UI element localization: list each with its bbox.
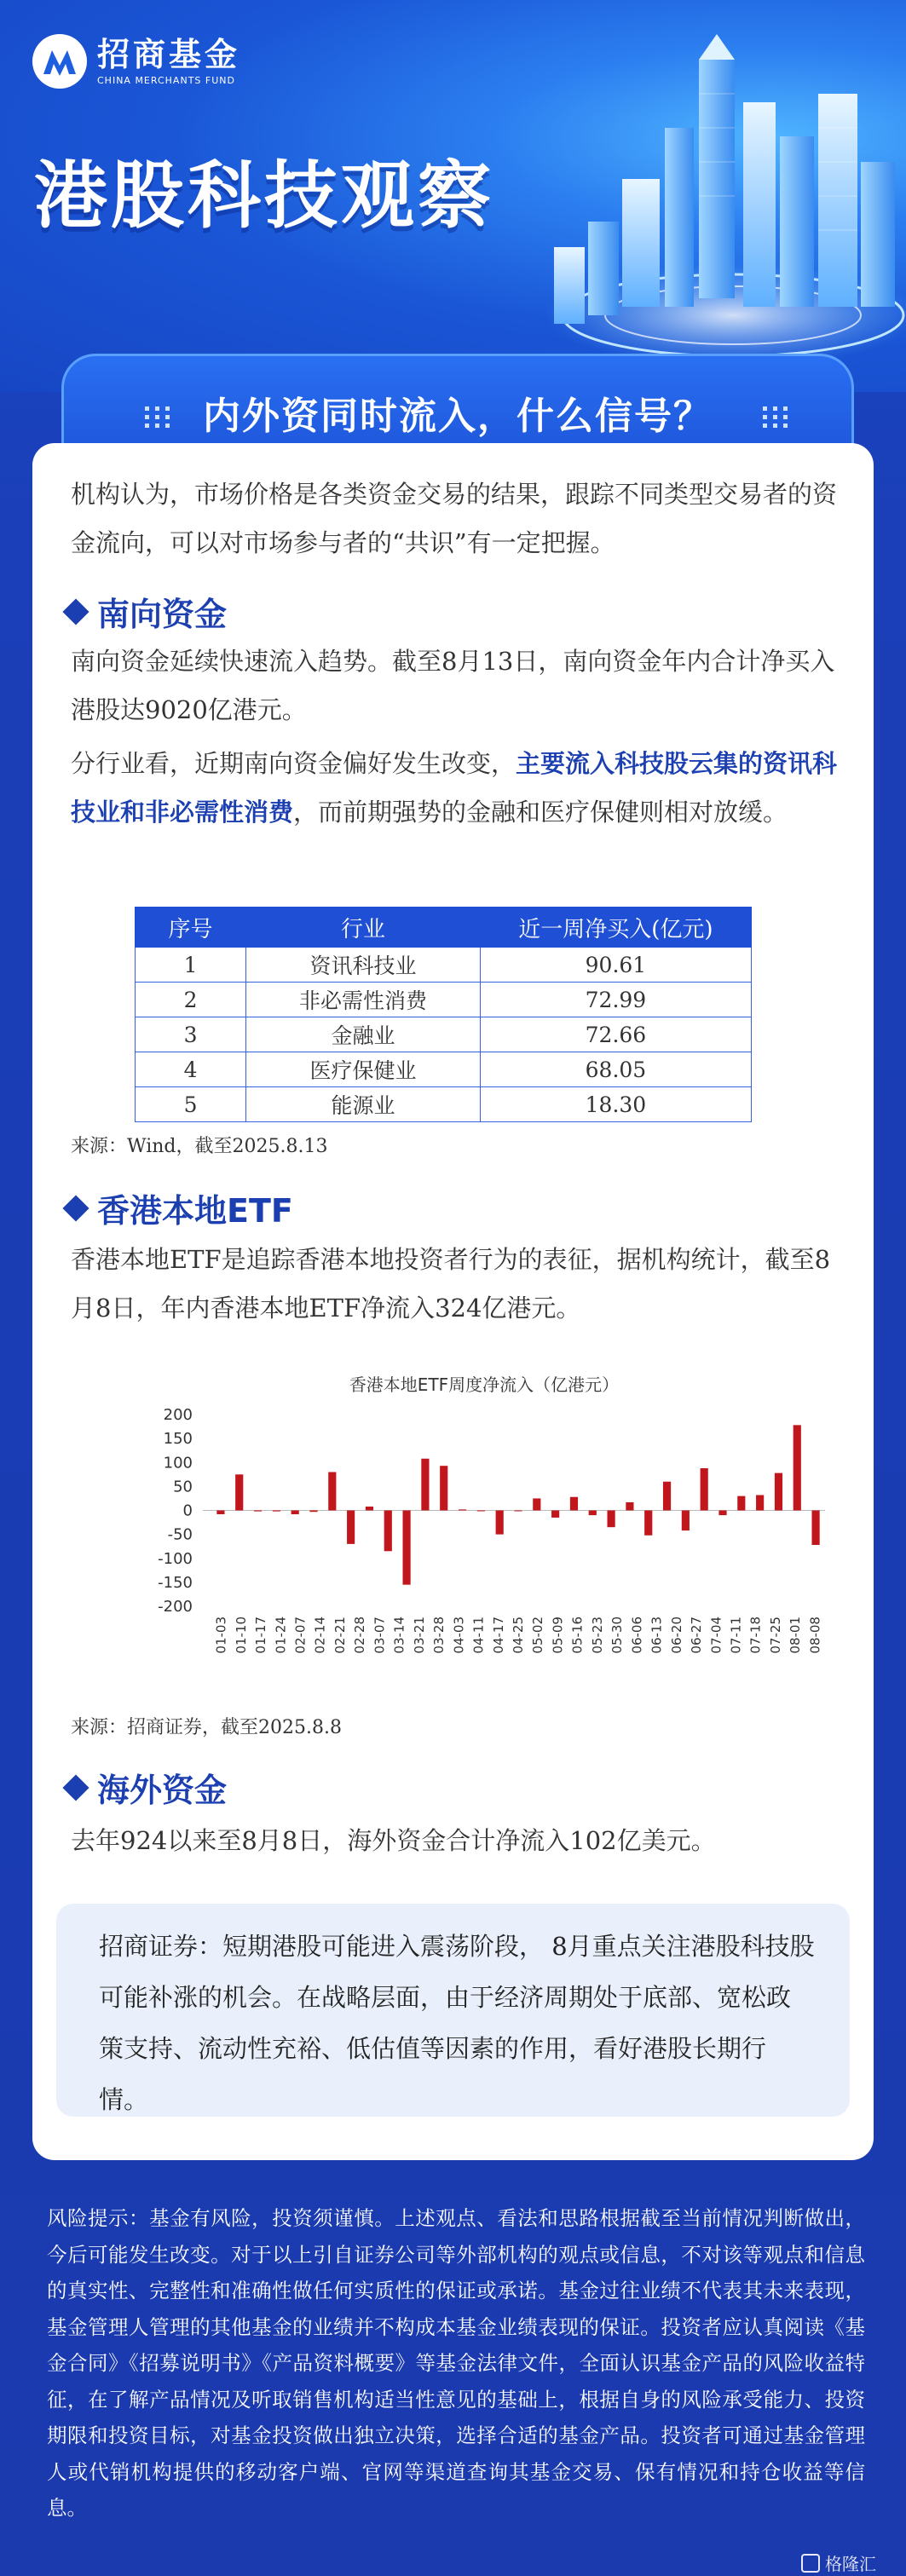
overseas-paragraph: 去年924以来至8月8日，海外资金合计净流入102亿美元。 [71, 1826, 716, 1855]
table-header-row [136, 908, 752, 948]
section-heading-overseas-text: 海外资金 [97, 1772, 228, 1809]
city-skyline-illustration [520, 34, 906, 392]
chart-bar [403, 1511, 411, 1585]
section-heading-hk-etf-text: 香港本地ETF [97, 1192, 293, 1230]
y-tick-label: -150 [158, 1573, 193, 1592]
y-tick-label: -100 [158, 1549, 193, 1568]
section-heading-hk-etf [66, 1184, 293, 1231]
brand-name-en: CHINA MERCHANTS FUND [97, 74, 235, 86]
x-tick-label: 05-09 [550, 1616, 566, 1654]
x-tick-label: 06-13 [649, 1616, 665, 1654]
table-row [136, 1087, 752, 1122]
diamond-bullet-icon [62, 1195, 89, 1221]
table-cell: 72.99 [480, 983, 751, 1017]
x-tick-label: 05-16 [569, 1616, 586, 1654]
chart-bar [459, 1509, 466, 1510]
watermark [801, 2550, 876, 2575]
chart-bar [328, 1472, 336, 1511]
table-cell: 1 [136, 948, 246, 983]
table-cell: 4 [136, 1052, 246, 1087]
x-tick-label: 05-23 [589, 1616, 605, 1654]
x-tick-label: 05-30 [609, 1616, 626, 1654]
chart-bar [514, 1511, 522, 1512]
hk-etf-source: 来源：招商证券，截至2025.8.8 [71, 1717, 342, 1738]
chart-bar [737, 1496, 745, 1511]
decor-dots-right-icon [737, 403, 797, 429]
table-cell: 68.05 [480, 1052, 751, 1087]
chart-bar [608, 1511, 615, 1528]
brand-name-cn: 招商基金 [97, 34, 241, 73]
south-paragraph-2-highlight: 主要流入科技股云集的资讯科技业和非必需性消费 [71, 749, 838, 827]
table-cell: 18.30 [480, 1087, 751, 1122]
watermark-logo-icon [801, 2554, 820, 2573]
chart-bar [756, 1495, 764, 1511]
brand-mark-icon [32, 34, 87, 89]
south-paragraph-2-a: 分行业看，近期南向资金偏好发生改变， [71, 749, 516, 778]
table-cell: 3 [136, 1017, 246, 1052]
chart-bar [254, 1511, 262, 1512]
x-tick-label: 08-08 [807, 1616, 823, 1654]
chart-bar [347, 1511, 355, 1544]
x-tick-label: 08-01 [788, 1616, 804, 1654]
y-tick-label: 50 [173, 1478, 193, 1496]
table-cell: 医疗保健业 [246, 1052, 481, 1087]
table-header-cell: 近一周净买入(亿元) [480, 908, 751, 948]
x-tick-label: 06-06 [629, 1616, 645, 1654]
chart-bar [496, 1511, 504, 1535]
x-tick-label: 02-21 [332, 1616, 348, 1654]
chart-bar [216, 1511, 224, 1515]
south-paragraph-2-b: ，而前期强势的金融和医疗保健则相对放缓。 [293, 798, 788, 827]
x-tick-label: 03-14 [391, 1616, 407, 1654]
x-tick-label: 07-04 [708, 1616, 724, 1654]
x-tick-label: 03-07 [372, 1616, 388, 1654]
x-tick-label: 02-07 [292, 1616, 309, 1654]
x-tick-label: 07-11 [728, 1616, 744, 1654]
chart-bar [477, 1511, 485, 1512]
x-tick-label: 01-17 [253, 1616, 269, 1654]
x-tick-label: 07-25 [767, 1616, 783, 1654]
x-tick-label: 05-02 [530, 1616, 546, 1654]
x-tick-label: 03-21 [411, 1616, 427, 1654]
x-tick-label: 01-03 [213, 1616, 229, 1654]
x-tick-label: 02-28 [352, 1616, 368, 1654]
chart-bar [570, 1497, 578, 1511]
x-tick-label: 03-28 [431, 1616, 447, 1654]
table-cell: 90.61 [480, 948, 751, 983]
x-tick-label: 07-18 [747, 1616, 764, 1654]
chart-bar [663, 1482, 671, 1511]
chart-bar [718, 1511, 726, 1516]
diamond-bullet-icon [62, 598, 89, 625]
table-cell: 5 [136, 1087, 246, 1122]
x-tick-label: 06-20 [668, 1616, 684, 1654]
table-cell: 能源业 [246, 1087, 481, 1122]
x-tick-label: 04-11 [470, 1616, 487, 1654]
chart-bar [384, 1511, 392, 1552]
y-tick-label: 150 [163, 1430, 193, 1449]
y-tick-label: -200 [158, 1598, 193, 1616]
table-row [136, 948, 752, 983]
chart-bar [644, 1511, 652, 1536]
chart-title: 香港本地ETF周度净流入（亿港元） [349, 1374, 620, 1395]
table-row [136, 1017, 752, 1052]
chart-bar [682, 1511, 690, 1531]
chart-bar [309, 1511, 317, 1513]
y-tick-label: 100 [163, 1454, 193, 1472]
page-title: 港股科技观察 [34, 153, 494, 239]
x-tick-label: 01-10 [233, 1616, 249, 1654]
section-heading-south [66, 588, 227, 635]
y-tick-label: -50 [167, 1525, 193, 1544]
table-row [136, 1052, 752, 1087]
south-source: 来源：Wind，截至2025.8.13 [71, 1136, 328, 1157]
section-heading-south-text: 南向资金 [97, 596, 228, 633]
table-header-cell: 序号 [136, 908, 246, 948]
chart-bar [533, 1498, 540, 1510]
chart-bar [235, 1474, 243, 1510]
table-cell: 资讯科技业 [246, 948, 481, 983]
subtitle: 内外资同时流入，什么信号？ [203, 395, 713, 438]
x-tick-label: 04-03 [451, 1616, 467, 1654]
hk-etf-paragraph: 香港本地ETF是追踪香港本地投资者行为的表征，据机构统计，截至8月8日，年内香港本地ETF净流入324亿港元。 [71, 1245, 831, 1323]
conclusion-text: 招商证券：短期港股可能进入震荡阶段， 8月重点关注港股科技股可能补涨的机会。在战略层面，由于经济周期处于底部、宽松政策支持、流动性充裕、低估值等因素的作用，看好港股长期行情。 [99, 1932, 815, 2114]
table-cell: 金融业 [246, 1017, 481, 1052]
x-tick-label: 01-24 [273, 1616, 289, 1654]
south-paragraph-1: 南向资金延续快速流入趋势。截至8月13日，南向资金年内合计净买入港股达9020亿港元。 [71, 647, 835, 724]
table-cell: 2 [136, 983, 246, 1017]
diamond-bullet-icon [62, 1774, 89, 1801]
table-header-cell: 行业 [246, 908, 481, 948]
conclusion-callout [56, 1904, 850, 2117]
x-tick-label: 04-25 [511, 1616, 526, 1654]
content-card [32, 443, 874, 2160]
chart-bar [775, 1473, 782, 1511]
south-industry-table [135, 907, 752, 1122]
chart-bar [589, 1511, 597, 1516]
etf-weekly-flow-chart [58, 1355, 851, 1721]
chart-bar [291, 1511, 299, 1515]
brand-logo [32, 34, 240, 89]
chart-bar [551, 1511, 559, 1518]
chart-bar [812, 1511, 820, 1546]
chart-bar [366, 1507, 373, 1511]
x-tick-label: 02-14 [312, 1616, 328, 1654]
chart-bar [273, 1511, 280, 1512]
watermark-text: 格隆汇 [825, 2554, 876, 2574]
chart-bar [793, 1425, 801, 1510]
chart-bar [440, 1466, 447, 1510]
chart-bar [626, 1502, 633, 1511]
chart-bar [421, 1459, 429, 1511]
risk-disclaimer: 风险提示：基金有风险，投资须谨慎。上述观点、看法和思路根据截至当前情况判断做出，今后可能发生改变。对于以上引自证券公司等外部机构的观点或信息，不对该等观点和信息的真实性、完整性和准确性做任何实质性的保证或承诺。基金过往业绩不代表其未来表现，基金管理人管理的其他基金的业绩并不构成本基金业绩表现的保证。投资者应认真阅读《基金合同》《招募说明书》《产品资料概要》等基金法律文件，全面认识基金产品的风险收益特征，在了解产品情况及听取销售机构适当性意见的基础上，根据自身的风险承受能力、投资期限和投资目标，对基金投资做出独立决策，选择合适的基金产品。投资者可通过基金管理人或代销机构提供的移动客户端、官网等渠道查询其基金交易、保有情况和持仓收益等信息。 [47, 2206, 865, 2520]
header-banner [0, 0, 906, 392]
south-paragraph-2 [71, 740, 838, 837]
subtitle-tab [61, 354, 854, 450]
section-heading-overseas [66, 1764, 227, 1811]
x-tick-label: 04-17 [490, 1616, 506, 1654]
intro-paragraph: 机构认为，市场价格是各类资金交易的结果，跟踪不同类型交易者的资金流向，可以对市场参与者的“共识”有一定把握。 [71, 480, 838, 557]
x-tick-label: 06-27 [689, 1616, 705, 1654]
y-tick-label: 200 [163, 1406, 193, 1424]
table-cell: 72.66 [480, 1017, 751, 1052]
y-tick-label: 0 [182, 1501, 193, 1520]
table-cell: 非必需性消费 [246, 983, 481, 1017]
chart-bar [701, 1468, 708, 1511]
table-row [136, 983, 752, 1017]
